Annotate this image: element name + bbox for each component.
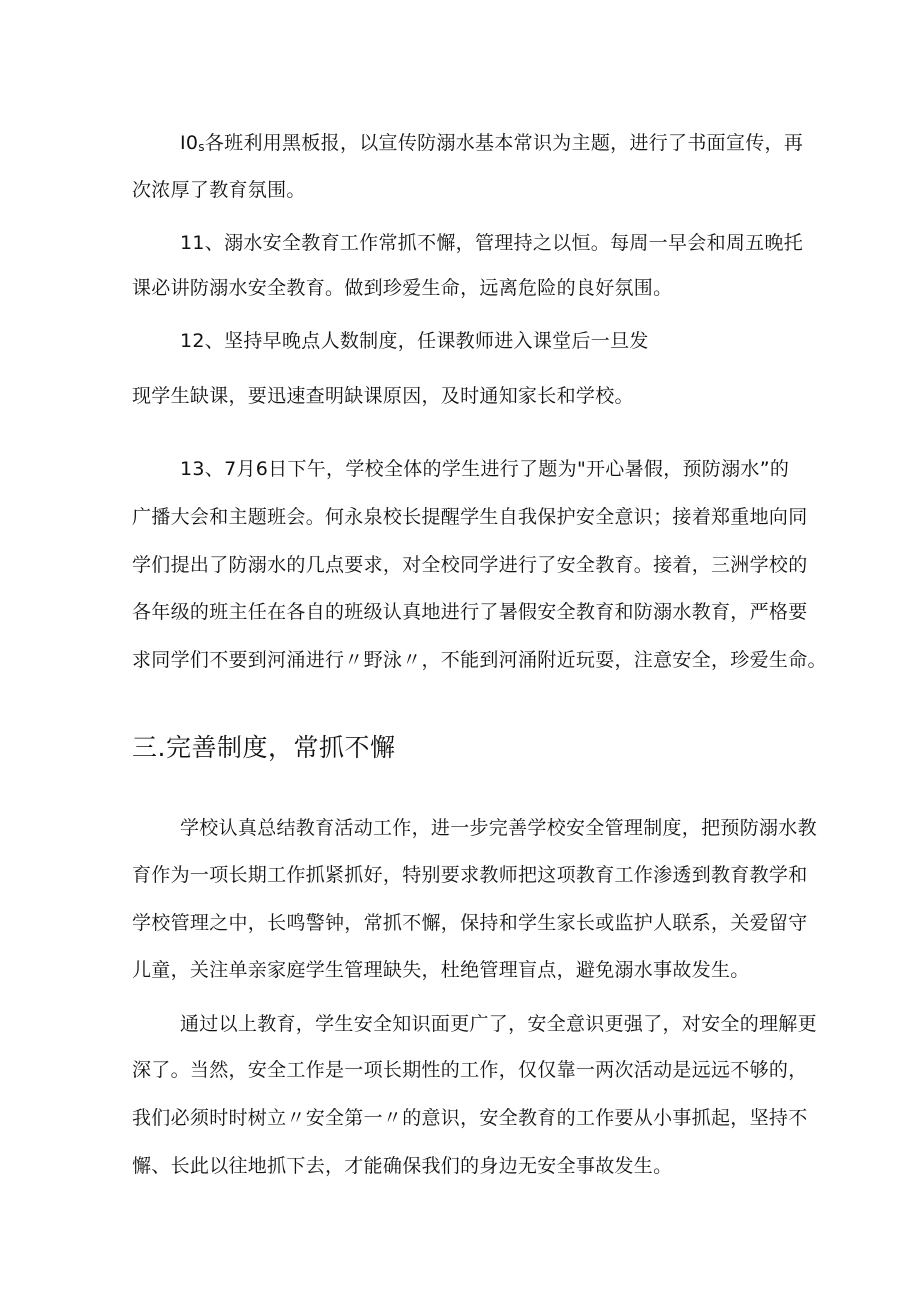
paragraph-12-line-2: 现学生缺课，要迅速查明缺课原因，及时通知家长和学校。 [132, 385, 634, 407]
section-heading-3: 三.完善制度，常抓不懈 [132, 733, 396, 762]
section-3-paragraph-1-line-3: 学校管理之中，长鸣警钟，常抓不懈，保持和学生家长或监护人联系，关爱留守 [132, 912, 808, 934]
section-3-paragraph-2-line-2: 深了。当然，安全工作是一项长期性的工作，仅仅靠一两次活动是远远不够的， [132, 1059, 808, 1081]
paragraph-13-line-3: 学们提出了防溺水的几点要求，对全校同学进行了安全教育。接着，三洲学校的 [132, 554, 808, 576]
paragraph-10-line-1 [180, 130, 803, 160]
paragraph-10-line-2: 次浓厚了教育氛围。 [132, 179, 306, 201]
item-number-10: $I0_s$ [180, 132, 205, 154]
section-3-paragraph-2-line-4: 懈、长此以往地抓下去，才能确保我们的身边无安全事故发生。 [132, 1155, 673, 1177]
paragraph-11-line-2: 课必讲防溺水安全教育。做到珍爱生命，远离危险的良好氛围。 [132, 277, 673, 299]
paragraph-12-line-1: 12、坚持早晚点人数制度，任课教师进入课堂后一旦发 [180, 330, 649, 352]
section-3-paragraph-1-line-1: 学校认真总结教育活动工作，进一步完善学校安全管理制度，把预防溺水教 [180, 817, 817, 839]
paragraph-13-line-2: 广播大会和主题班会。何永泉校长提醒学生自我保护安全意识；接着郑重地向同 [132, 506, 808, 528]
section-3-paragraph-1-line-4: 儿童，关注单亲家庭学生管理缺失，杜绝管理盲点，避免溺水事故发生。 [132, 959, 750, 981]
paragraph-13-line-1: 13、7月6日下午，学校全体的学生进行了题为"开心暑假，预防溺水”的 [180, 458, 790, 480]
section-3-paragraph-2-line-3: 我们必须时时树立〃安全第一〃的意识，安全教育的工作要从小事抓起，坚持不 [132, 1107, 808, 1129]
paragraph-11-line-1: 11、溺水安全教育工作常抓不懈，管理持之以恒。每周一早会和周五晚托 [180, 232, 804, 254]
paragraph-10-text: 各班利用黑板报，以宣传防溺水基本常识为主题，进行了书面宣传，再 [204, 132, 804, 154]
paragraph-13-line-5: 求同学们不要到河涌进行〃野泳〃，不能到河涌附近玩耍，注意安全，珍爱生命。 [132, 649, 827, 671]
section-3-paragraph-1-line-2: 育作为一项长期工作抓紧抓好，特别要求教师把这项教育工作渗透到教育教学和 [132, 864, 808, 886]
section-3-paragraph-2-line-1: 通过以上教育，学生安全知识面更广了，安全意识更强了，对安全的理解更 [180, 1013, 817, 1035]
paragraph-13-line-4: 各年级的班主任在各自的班级认真地进行了暑假安全教育和防溺水教育，严格要 [132, 601, 808, 623]
